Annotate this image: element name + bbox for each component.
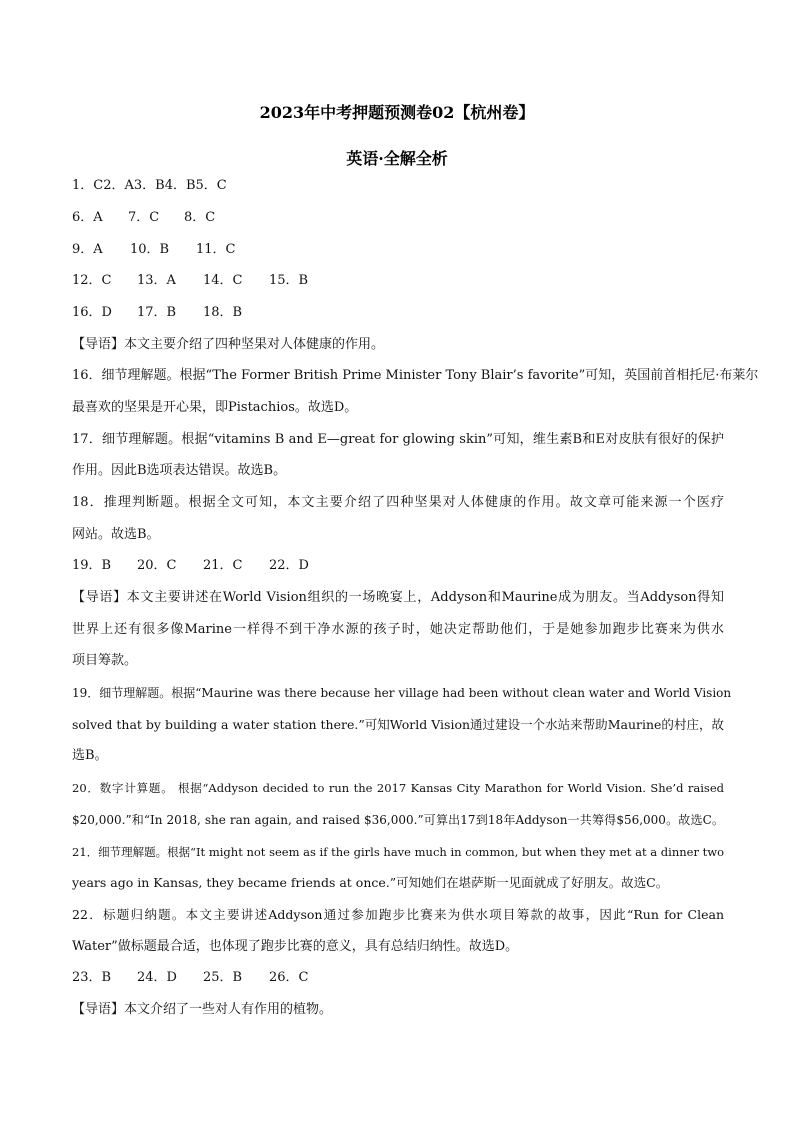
answer-row-6: [72, 557, 724, 575]
explanation-19-line-1: 19．细节理解题。根据“Maurine was there because her village had been without clean water and World Vision: [72, 686, 732, 700]
answer-item: 20．C: [137, 558, 177, 573]
guide-paragraph-2-line-3: 项目筹款。: [72, 653, 138, 668]
guide-paragraph-1: 【导语】本文主要介绍了四种坚果对人体健康的作用。: [72, 337, 385, 352]
answer-item: 8．C: [184, 210, 216, 225]
explanation-17-line-1: 17．细节理解题。根据“vitamins B and E—great for glowing skin”可知，维生素B和E对皮肤有很好的保护: [72, 432, 724, 447]
explanation-21-line-2: years ago in Kansas, they became friends at once.”可知她们在堪萨斯一见面就成了好朋友。故选C。: [72, 875, 669, 890]
answer-item: 25．B: [203, 970, 243, 985]
answer-row-7: [72, 969, 724, 987]
answer-item: 23．B: [72, 970, 112, 985]
explanation-16-line-1: 16．细节理解题。根据“The Former British Prime Minister Tony Blair’s favorite”可知，英国前首相托尼·布莱尔: [72, 368, 759, 383]
answer-row-2: [72, 209, 724, 227]
answer-item: 21．C: [203, 558, 243, 573]
answer-item: 11．C: [196, 242, 236, 257]
answer-item: 17．B: [137, 305, 177, 320]
page-title: 2023年中考押题预测卷02【杭州卷】: [259, 103, 535, 122]
guide-paragraph-2-line-2: 世界上还有很多像Marine一样得不到干净水源的孩子时，她决定帮助他们，于是她参加跑步比赛来为供水: [72, 622, 724, 637]
answer-row-4: [72, 272, 724, 290]
explanation-18-line-2: 网站。故选B。: [72, 527, 160, 542]
guide-paragraph-3: 【导语】本文介绍了一些对人有作用的植物。: [72, 1002, 333, 1017]
answer-item: 13．A: [137, 273, 176, 288]
answer-item: 6．A: [72, 210, 103, 225]
answer-item: 18．B: [203, 305, 243, 320]
answer-item: 15．B: [269, 273, 309, 288]
explanation-16-line-2: 最喜欢的坚果是开心果，即Pistachios。故选D。: [72, 400, 358, 415]
explanation-20-line-2: $20,000.”和“In 2018, she ran again, and raised $36,000.”可算出17到18年Addyson一共筹得$56,000。故选C。: [72, 813, 724, 827]
answer-row-1: 1．C2．A3．B4．B5．C: [72, 178, 227, 193]
explanation-18-line-1: 18．推理判断题。根据全文可知，本文主要介绍了四种坚果对人体健康的作用。故文章可能来源一个医疗: [72, 495, 724, 510]
explanation-19-line-2: solved that by building a water station there.”可知World Vision通过建设一个水站来帮助Maurine的村庄，故: [72, 717, 724, 732]
answer-item: 12．C: [72, 273, 112, 288]
explanation-22-line-1: 22．标题归纳题。本文主要讲述Addyson通过参加跑步比赛来为供水项目筹款的故事，因此“Run for Clean: [72, 907, 724, 922]
answer-item: 16．D: [72, 305, 112, 320]
answer-row-3: [72, 241, 724, 259]
answer-item: 22．D: [269, 558, 309, 573]
answer-item: 26．C: [269, 970, 309, 985]
page-subtitle: 英语·全解全析: [346, 149, 448, 168]
explanation-22-line-2: Water”做标题最合适，也体现了跑步比赛的意义，具有总结归纳性。故选D。: [72, 939, 519, 954]
answer-item: 19．B: [72, 558, 112, 573]
explanation-19-line-3: 选B。: [72, 748, 108, 763]
explanation-17-line-2: 作用。因此B选项表达错误。故选B。: [72, 463, 287, 478]
answer-item: 10．B: [130, 242, 170, 257]
answer-item: 7．C: [128, 210, 160, 225]
explanation-21-line-1: 21．细节理解题。根据“It might not seem as if the girls have much in common, but when they met at a dinner two: [72, 845, 724, 859]
guide-paragraph-2-line-1: 【导语】本文主要讲述在World Vision组织的一场晚宴上，Addyson和Maurine成为朋友。当Addyson得知: [72, 590, 724, 605]
explanation-20-line-1: 20．数字计算题。 根据“Addyson decided to run the 2017 Kansas City Marathon for World Vision. She’d raised: [72, 781, 724, 795]
answer-row-5: [72, 304, 724, 322]
answer-item: 24．D: [137, 970, 177, 985]
answer-item: 14．C: [203, 273, 243, 288]
answer-item: 9．A: [72, 242, 103, 257]
